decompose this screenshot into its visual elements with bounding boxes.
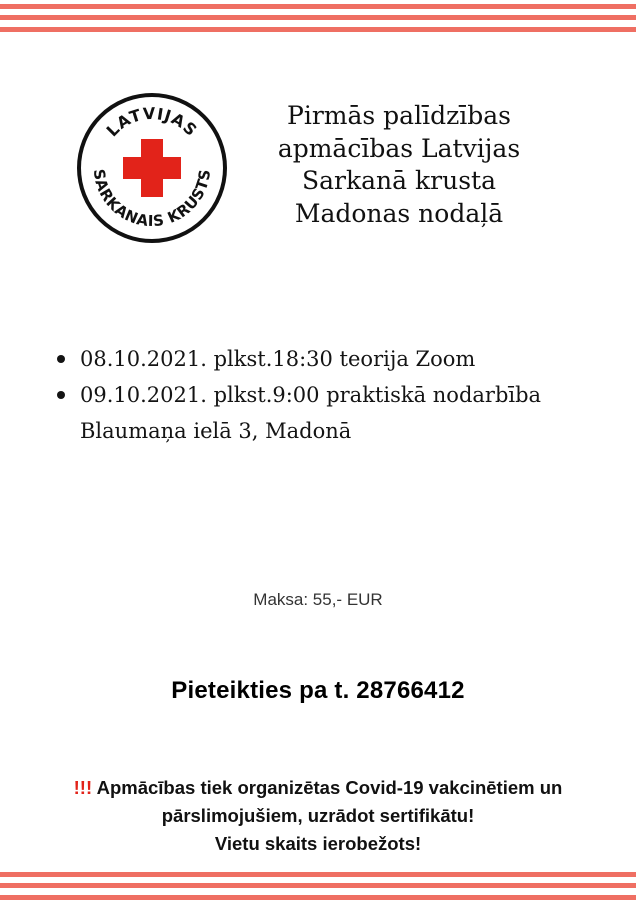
contact-phone: Pieteikties pa t. 28766412 xyxy=(171,677,465,704)
bullet-icon xyxy=(57,391,65,399)
schedule-item-text: Blaumaņa ielā 3, Madonā xyxy=(80,419,352,443)
title-line: Pirmās palīdzības xyxy=(287,101,511,130)
title-line: Madonas nodaļā xyxy=(294,198,504,228)
price-text: Maksa: 55,- EUR xyxy=(253,590,383,609)
schedule-item xyxy=(50,341,615,377)
schedule-item-text: 09.10.2021. plkst.9:00 praktiskā nodarbība xyxy=(80,383,542,407)
stripe xyxy=(0,15,636,20)
notice-text: Apmācības tiek organizētas Covid-19 vakcinētiem un xyxy=(96,777,563,798)
notice-line: pārslimojušiem, uzrādot sertifikātu! xyxy=(161,805,475,826)
covid-notice xyxy=(10,774,626,858)
schedule-item xyxy=(50,377,615,449)
bullet-icon xyxy=(57,355,65,363)
notice-line xyxy=(10,774,626,802)
title-line: Sarkanā krusta xyxy=(302,166,496,195)
stripe xyxy=(0,872,636,877)
top-decorative-stripes xyxy=(0,0,636,30)
exclamation-marks: !!! xyxy=(73,777,93,798)
schedule-list xyxy=(50,341,615,449)
red-cross-logo xyxy=(76,92,228,244)
title-line: apmācības Latvijas xyxy=(277,133,521,163)
schedule-item-text: 08.10.2021. plkst.18:30 teorija Zoom xyxy=(80,347,476,371)
stripe xyxy=(0,27,636,32)
logo-top-text: LATVIJAS xyxy=(102,103,202,141)
stripe xyxy=(0,4,636,9)
bottom-decorative-stripes xyxy=(0,868,636,898)
notice-line: Vietu skaits ierobežots! xyxy=(214,833,422,854)
page-title xyxy=(244,100,554,230)
stripe xyxy=(0,895,636,900)
logo-bottom-text: SARKANAIS KRUSTS xyxy=(89,168,215,231)
stripe xyxy=(0,883,636,888)
